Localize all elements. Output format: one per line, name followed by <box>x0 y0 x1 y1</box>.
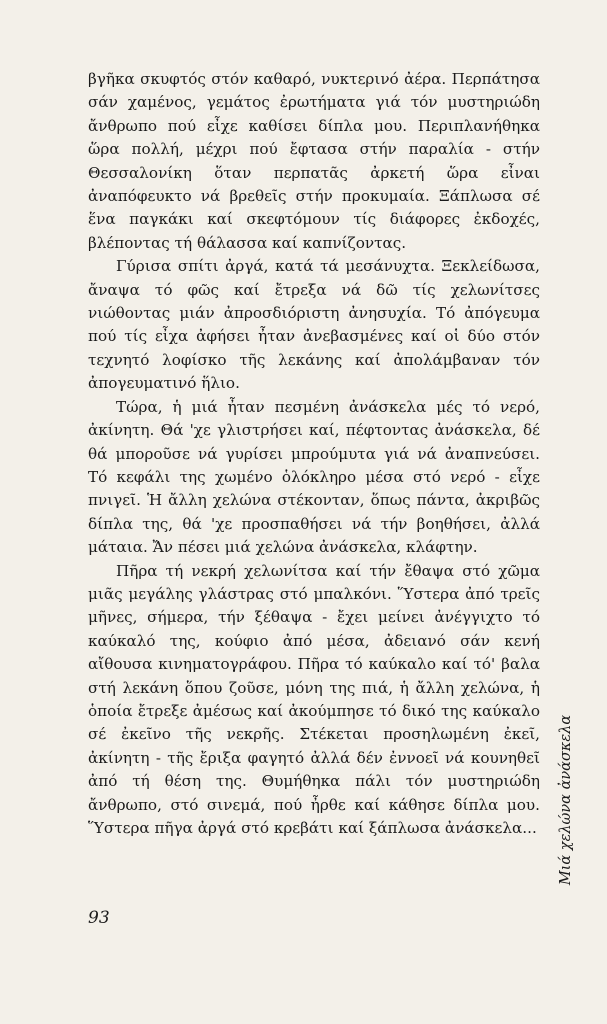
paragraph-3: Τώρα, ἡ μιά ἦταν πεσμένη ἀνάσκελα μές τό νερό, ἀκίνητη. Θά 'χε γλιστρήσει καί, πέφτοντας ἀνάσκελα, δέ θά μποροῦσε νά γυρίσει μπρούμυτα γιά νά ἀναπνεύσει. Τό κεφάλι της χωμένο ὁλόκληρο μέσα στό νερό - εἶχε πνιγεῖ. Ἡ ἄλλη χελώνα στέκονταν, ὅπως πάντα, ἀκριβῶς δίπλα της, θά 'χε προσπαθήσει νά τήν βοηθήσει, ἀλλά μάταια. Ἄν πέσει μιά χελώνα ἀνάσκελα, κλάφτην. <box>88 397 540 557</box>
paragraph-4: Πῆρα τή νεκρή χελωνίτσα καί τήν ἔθαψα στό χῶμα μιᾶς μεγάλης γλάστρας στό μπαλκόνι. Ὕστερα ἀπό τρεῖς μῆνες, σήμερα, τήν ξέθαψα - ἔχει μείνει ἀνέγγιχτο τό καύκαλό της, κούφιο ἀπό μέσα, ἀδειανό σάν κενή αἴθουσα κινηματογράφου. Πῆρα τό καύκαλο καί τό' βαλα στή λεκάνη ὅπου ζοῦσε, μόνη της πιά, ἡ ἄλλη χελώνα, ἡ ὁποία ἔτρεξε ἀμέσως καί ἀκούμπησε τό δικό της καύκαλο σέ ἐκεῖνο τῆς νεκρῆς. Στέκεται προσηλωμένη ἐκεῖ, ἀκίνητη - τῆς ἔριξα φαγητό ἀλλά δέν ἐννοεῖ νά κουνηθεῖ ἀπό τή θέση της. Θυμήθηκα πάλι τόν μυστηριώδη ἄνθρωπο, στό σινεμά, πού ἦρθε καί κάθησε δίπλα μου. Ὕστερα πῆγα ἀργά στό κρεβάτι καί ξάπλωσα ἀνάσκελα... <box>88 561 540 837</box>
page-number: 93 <box>88 908 110 928</box>
body-text <box>88 68 540 840</box>
paragraph-1: βγῆκα σκυφτός στόν καθαρό, νυκτερινό ἀέρα. Περπάτησα σάν χαμένος, γεμάτος ἐρωτήματα γιά τόν μυστηριώδη ἄνθρωπο πού εἶχε καθίσει δίπλα μου. Περιπλανήθηκα ὥρα πολλή, μέχρι πού ἔφτασα στήν παραλία - στήν Θεσσαλονίκη ὅταν περπατᾶς ἀρκετή ὥρα εἶναι ἀναπόφευκτο νά βρεθεῖς στήν προκυμαία. Ξάπλωσα σέ ἕνα παγκάκι καί σκεφτόμουν τίς διάφορες ἐκδοχές, βλέποντας τή θάλασσα καί καπνίζοντας. <box>88 70 540 252</box>
running-head <box>553 700 579 900</box>
paragraph-2: Γύρισα σπίτι ἀργά, κατά τά μεσάνυχτα. Ξεκλείδωσα, ἄναψα τό φῶς καί ἔτρεξα νά δῶ τίς χελωνίτσες νιώθοντας μιάν ἀπροσδιόριστη ἀνησυχία. Τό ἀπόγευμα πού τίς εἶχα ἀφήσει ἦταν ἀνεβασμένες καί οἱ δύο στόν τεχνητό λοφίσκο τῆς λεκάνης καί ἀπολάμβαναν τόν ἀπογευματινό ἥλιο. <box>88 257 540 393</box>
running-head-title: Μιά χελώνα ἀνάσκελα <box>558 714 574 886</box>
